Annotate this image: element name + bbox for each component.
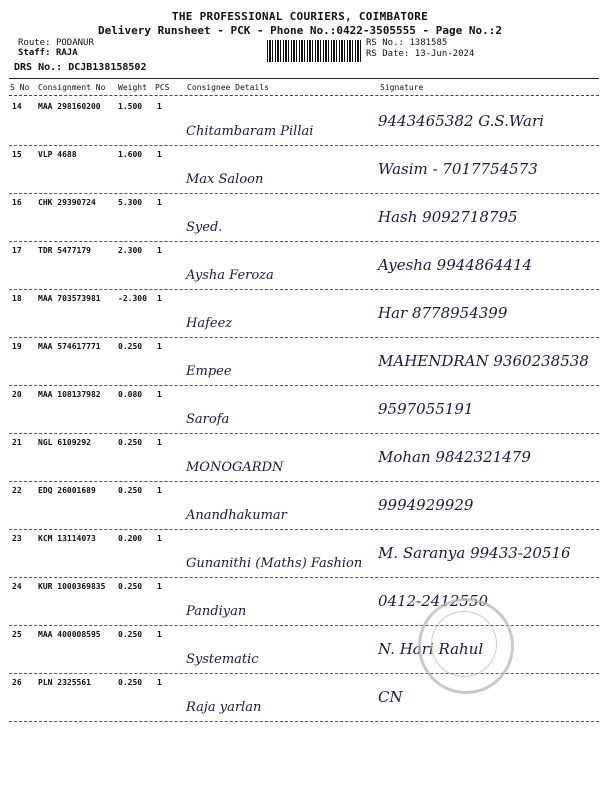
row-sno: 21: [12, 438, 22, 447]
row-sno: 16: [12, 198, 22, 207]
rs-no-label: RS No.:: [366, 38, 404, 48]
rs-date-label: RS Date:: [366, 49, 410, 59]
col-header-signature: Signature: [380, 83, 424, 92]
company-title: THE PROFESSIONAL COURIERS, COIMBATORE: [171, 10, 429, 23]
row-consignment-no: KCM 13114073: [38, 534, 96, 543]
row-pcs: 1: [157, 294, 162, 303]
row-consignment-no: MAA 703573981: [38, 294, 101, 303]
row-signature: MAHENDRAN 9360238538: [378, 352, 589, 370]
row-consignee: Sarofa: [186, 412, 230, 427]
row-pcs: 1: [157, 630, 162, 639]
rs-date-line: [366, 49, 474, 59]
row-signature: 0412-2412550: [378, 592, 489, 610]
table-header-rule: [9, 95, 599, 96]
route-label: Route:: [18, 38, 51, 48]
row-pcs: 1: [157, 198, 162, 207]
row-signature: N. Hari Rahul: [378, 640, 484, 658]
row-consignee: Gunanithi (Maths) Fashion: [186, 556, 363, 571]
row-consignment-no: TDR 5477179: [38, 246, 91, 255]
row-consignee: Aysha Feroza: [186, 268, 274, 283]
row-divider: [9, 721, 599, 722]
barcode-image: [267, 40, 362, 62]
row-signature: M. Saranya 99433-20516: [378, 544, 571, 562]
row-consignee: Max Saloon: [186, 172, 264, 187]
row-signature: Ayesha 9944864414: [378, 256, 533, 274]
row-pcs: 1: [157, 534, 162, 543]
row-signature: Har 8778954399: [378, 304, 508, 322]
seal-stamp: [418, 598, 514, 694]
route-line: [18, 38, 94, 48]
staff-label: Staff:: [18, 48, 51, 58]
drs-value: DCJB138158502: [68, 62, 147, 73]
row-weight: 0.250: [118, 630, 143, 639]
row-weight: 1.600: [118, 150, 143, 159]
row-consignment-no: MAA 574617771: [38, 342, 101, 351]
row-consignment-no: CHK 29390724: [38, 198, 96, 207]
row-consignment-no: MAA 400008595: [38, 630, 101, 639]
row-consignment-no: PLN 2325561: [38, 678, 91, 687]
row-sno: 20: [12, 390, 22, 399]
row-signature: 9597055191: [378, 400, 474, 418]
col-header-sno: S No: [10, 83, 30, 92]
rs-no-line: [366, 38, 447, 48]
row-consignment-no: NGL 6109292: [38, 438, 91, 447]
row-consignee: Systematic: [186, 652, 259, 667]
table-row: [0, 290, 600, 338]
rs-date-value: 13-Jun-2024: [414, 49, 475, 59]
table-row: [0, 434, 600, 482]
row-pcs: 1: [157, 342, 162, 351]
col-header-consignment: Consignment No: [38, 83, 106, 92]
row-pcs: 1: [157, 678, 162, 687]
col-header-consignee: Consignee Details: [187, 83, 269, 92]
row-consignment-no: KUR 1000369835: [38, 582, 106, 591]
row-signature: Wasim - 7017754573: [378, 160, 538, 178]
row-weight: 0.250: [118, 342, 143, 351]
row-pcs: 1: [157, 102, 162, 111]
row-sno: 17: [12, 246, 22, 255]
rs-no-value: 1381585: [409, 38, 448, 48]
row-consignee: Hafeez: [186, 316, 233, 331]
table-row: [0, 578, 600, 626]
table-row: [0, 194, 600, 242]
drs-number: [14, 62, 146, 73]
row-consignment-no: VLP 4688: [38, 150, 77, 159]
drs-label: DRS No.:: [14, 62, 63, 73]
row-pcs: 1: [157, 486, 162, 495]
table-top-rule: [9, 78, 599, 79]
row-consignee: Syed.: [186, 220, 223, 235]
col-header-pcs: PCS: [155, 83, 170, 92]
row-weight: 0.250: [118, 678, 143, 687]
row-weight: 0.080: [118, 390, 143, 399]
row-pcs: 1: [157, 438, 162, 447]
row-sno: 25: [12, 630, 22, 639]
route-value: PODANUR: [55, 38, 94, 48]
table-row: [0, 386, 600, 434]
row-pcs: 1: [157, 582, 162, 591]
row-consignment-no: MAA 108137982: [38, 390, 101, 399]
row-weight: 0.200: [118, 534, 143, 543]
row-weight: 0.250: [118, 486, 143, 495]
row-sno: 18: [12, 294, 22, 303]
table-row: [0, 674, 600, 722]
row-consignee: MONOGARDN: [186, 460, 284, 475]
row-consignee: Empee: [186, 364, 232, 379]
seal-inner-ring: [431, 611, 497, 677]
row-consignee: Anandhakumar: [186, 508, 287, 523]
row-signature: CN: [378, 688, 403, 706]
staff-line: [18, 48, 78, 58]
row-weight: -2.300: [118, 294, 147, 303]
table-row: [0, 482, 600, 530]
row-consignment-no: EDQ 26001689: [38, 486, 96, 495]
row-consignee: Raja yarlan: [186, 700, 262, 715]
table-row: [0, 146, 600, 194]
row-sno: 26: [12, 678, 22, 687]
row-consignment-no: MAA 298160200: [38, 102, 101, 111]
table-row: [0, 242, 600, 290]
row-signature: 9443465382 G.S.Wari: [378, 112, 544, 130]
row-sno: 19: [12, 342, 22, 351]
row-weight: 1.500: [118, 102, 143, 111]
row-sno: 15: [12, 150, 22, 159]
row-signature: 9994929929: [378, 496, 474, 514]
row-signature: Mohan 9842321479: [378, 448, 531, 466]
row-pcs: 1: [157, 150, 162, 159]
table-row: [0, 338, 600, 386]
row-consignee: Chitambaram Pillai: [186, 124, 314, 139]
row-weight: 5.300: [118, 198, 143, 207]
row-signature: Hash 9092718795: [378, 208, 518, 226]
col-header-weight: Weight: [118, 83, 147, 92]
row-sno: 14: [12, 102, 22, 111]
row-sno: 22: [12, 486, 22, 495]
table-row: [0, 98, 600, 146]
row-sno: 24: [12, 582, 22, 591]
row-weight: 2.300: [118, 246, 143, 255]
row-weight: 0.250: [118, 582, 143, 591]
row-pcs: 1: [157, 390, 162, 399]
row-sno: 23: [12, 534, 22, 543]
staff-value: RAJA: [55, 48, 78, 58]
row-pcs: 1: [157, 246, 162, 255]
row-consignee: Pandiyan: [186, 604, 247, 619]
table-row: [0, 530, 600, 578]
runsheet-title: Delivery Runsheet - PCK - Phone No.:0422-3505555 - Page No.:2: [98, 24, 502, 37]
row-weight: 0.250: [118, 438, 143, 447]
